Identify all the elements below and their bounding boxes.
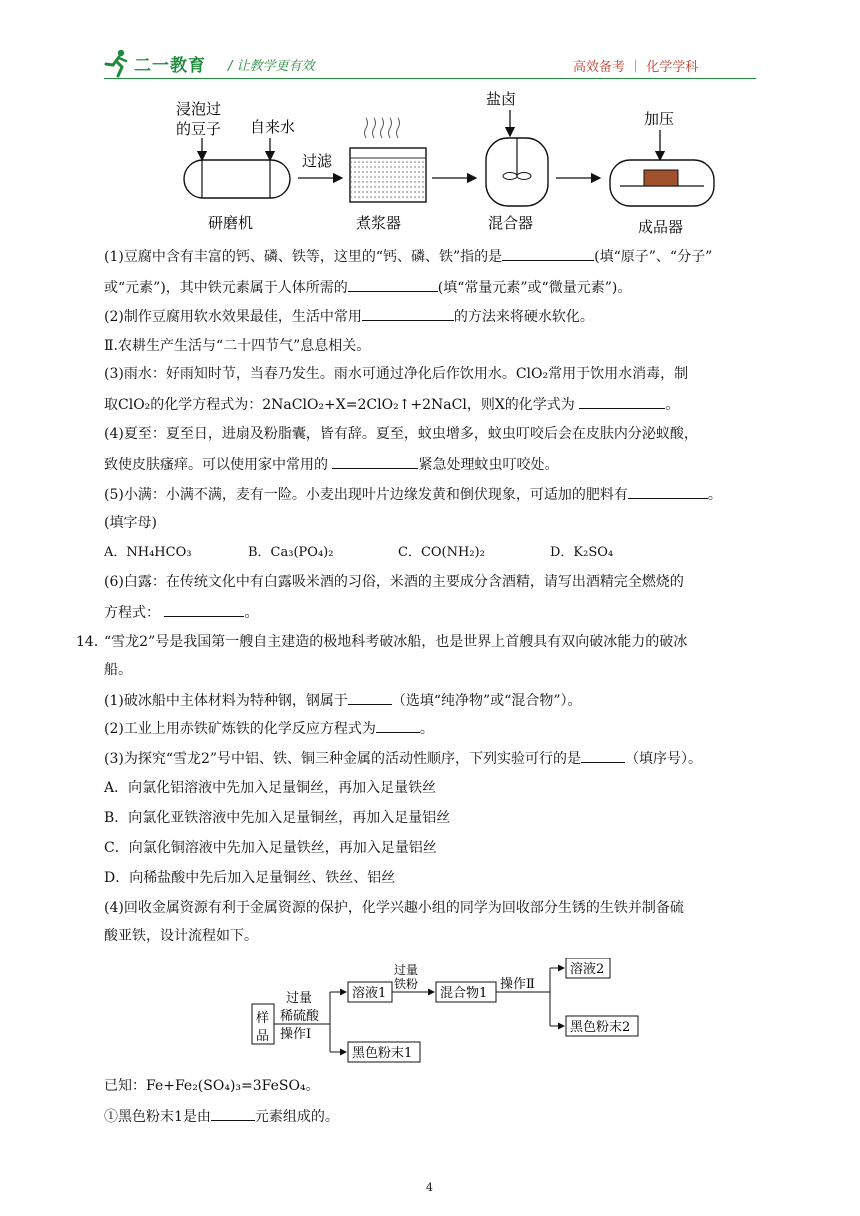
page-header: [0, 0, 860, 90]
q3b-tail: 。: [665, 397, 680, 413]
p3-line: [104, 748, 702, 769]
q14-line-1: “雪龙2”号是我国第一艘自主建造的极地科考破冰船，也是世界上首艘具有双向破冰能力的破冰: [104, 634, 688, 650]
known-equation: 已知：Fe+Fe₂(SO₄)₃=3FeSO₄。: [104, 1078, 320, 1094]
q5a-text: (5)小满：小满不满，麦有一险。小麦出现叶片边缘发黄和倒伏现象，可适加的肥料有: [104, 487, 628, 503]
section-2-title: Ⅱ.农耕生产生活与“二十四节气”息息相关。: [104, 338, 371, 354]
answer-blank[interactable]: [164, 602, 244, 617]
p4-line-2: 酸亚铁，设计流程如下。: [104, 928, 258, 944]
press-label: 加压: [644, 110, 675, 128]
acid-label-2: 稀硫酸: [280, 1009, 320, 1024]
q1b-tail: (填“常量元素”或“微量元素”)。: [437, 280, 632, 296]
mixture1-label: 混合物1: [440, 986, 488, 1001]
grinder-shape: [184, 160, 290, 198]
c1-text: ①黑色粉末1是由: [104, 1109, 211, 1125]
page-number: 4: [426, 1181, 433, 1194]
q4b-text: 致使皮肤瘙痒。可以使用家中常用的: [104, 457, 328, 473]
c1-line: [104, 1106, 339, 1127]
iron-label-2: 铁粉: [394, 977, 419, 991]
brine-label: 盐卤: [486, 90, 517, 108]
q5-line-2: (填字母): [104, 515, 157, 531]
mixer-label: 混合器: [488, 214, 534, 232]
q14-number: 14．: [76, 634, 108, 650]
slogan: / 让教学更有效: [228, 59, 315, 74]
q5-line-1: [104, 484, 722, 505]
boiler-label: 煮浆器: [356, 214, 402, 232]
product-shape: [610, 160, 714, 206]
option-b: B．Ca₃(PO₄)₂: [248, 545, 334, 560]
q3-line-1: (3)雨水：好雨知时节，当春乃发生。雨水可通过净化后作饮用水。ClO₂常用于饮用水消毒，制: [104, 366, 689, 382]
p-option-c: C．向氯化铜溶液中先加入足量铁丝，再加入足量铝丝: [104, 840, 437, 856]
p1-tail: （选填“纯净物”或“混合物”）。: [391, 693, 582, 709]
q4-line-2: [104, 454, 558, 475]
soaked-beans-label-2: 的豆子: [176, 120, 222, 138]
header-divider: [104, 78, 756, 79]
boiler-shape: [350, 118, 426, 202]
answer-blank[interactable]: [376, 718, 420, 733]
tap-water-label: 自来水: [250, 118, 296, 136]
p3-tail: （填序号）。: [625, 751, 703, 767]
q1-line-2: [104, 277, 631, 298]
q2-line: [104, 306, 594, 327]
q2-text: (2)制作豆腐用软水效果最佳，生活中常用: [104, 309, 362, 325]
sample-label-2: 品: [256, 1029, 270, 1044]
p1-line: [104, 690, 581, 711]
q6-line-1: (6)白露：在传统文化中有白露吸米酒的习俗，米酒的主要成分含酒精，请写出酒精完全燃烧的: [104, 574, 684, 590]
answer-blank[interactable]: [211, 1106, 255, 1121]
option-d: D．K₂SO₄: [550, 545, 614, 560]
option-a: A．NH₄HCO₃: [104, 545, 192, 560]
p-option-d: D．向稀盐酸中先后加入足量铜丝、铁丝、铝丝: [104, 870, 396, 886]
p-option-b: B．向氯化亚铁溶液中先加入足量铜丝，再加入足量铝丝: [104, 810, 451, 826]
tofu-process-diagram: [160, 86, 740, 238]
p4-line-1: (4)回收金属资源有利于金属资源的保护，化学兴趣小组的同学为回收部分生锈的生铁并制备硫: [104, 900, 684, 916]
answer-blank[interactable]: [362, 306, 454, 321]
q2-tail: 的方法来将硬水软化。: [453, 309, 594, 325]
q4-line-1: (4)夏至：夏至日，进扇及粉脂囊，皆有辞。夏至，蚊虫增多，蚊虫叮咬后会在皮肤内分泌蚁酸，: [104, 426, 698, 442]
q3b-text: 取ClO₂的化学方程式为：2NaClO₂+X=2ClO₂↑+2NaCl，则X的化学式为: [104, 397, 575, 413]
q5a-tail: 。: [707, 487, 722, 503]
answer-blank[interactable]: [502, 246, 594, 261]
answer-blank[interactable]: [628, 484, 708, 499]
solution1-label: 溶液1: [352, 986, 387, 1001]
q4b-tail: 紧急处理蚊虫叮咬处。: [418, 457, 559, 473]
q14-line-2: 船。: [104, 662, 132, 678]
p-option-a: A．向氯化铝溶液中先加入足量铜丝，再加入足量铁丝: [104, 780, 437, 796]
black1-label: 黑色粉末1: [352, 1046, 413, 1061]
iron-label-1: 过量: [394, 963, 419, 977]
q6-line-2: [104, 602, 258, 623]
answer-blank[interactable]: [579, 394, 665, 409]
product-label: 成品器: [638, 218, 684, 236]
grinder-label: 研磨机: [208, 214, 254, 232]
solution2-label: 溶液2: [570, 962, 605, 977]
answer-blank[interactable]: [348, 277, 438, 292]
q6b-text: 方程式：: [104, 605, 160, 621]
q1-text: (1)豆腐中含有丰富的钙、磷、铁等，这里的“钙、磷、铁”指的是: [104, 249, 503, 265]
answer-blank[interactable]: [348, 690, 392, 705]
c1-tail: 元素组成的。: [254, 1109, 339, 1125]
p3-text: (3)为探究“雪龙2”号中铝、铁、铜三种金属的活动性顺序，下列实验可行的是: [104, 751, 582, 767]
option-c: C．CO(NH₂)₂: [398, 545, 485, 560]
runner-logo-icon: [104, 48, 130, 78]
mixer-shape: [486, 138, 548, 206]
p2-line: [104, 718, 434, 739]
q1-line-1: [104, 246, 712, 267]
p2-text: (2)工业上用赤铁矿炼铁的化学反应方程式为: [104, 721, 376, 737]
op2-label: 操作Ⅱ: [500, 977, 535, 992]
logo-text: 二一教育: [134, 55, 206, 76]
answer-blank[interactable]: [332, 454, 418, 469]
recovery-flow-diagram: [250, 958, 650, 1070]
acid-label-3: 操作Ⅰ: [280, 1027, 312, 1042]
q6b-tail: 。: [244, 605, 259, 621]
q1-tail: (填“原子”、“分子”: [594, 249, 713, 265]
answer-blank[interactable]: [581, 748, 625, 763]
acid-label-1: 过量: [286, 991, 313, 1006]
sample-label-1: 样: [256, 1011, 270, 1026]
soaked-beans-label-1: 浸泡过: [176, 100, 222, 118]
q1b-text: 或“元素”)，其中铁元素属于人体所需的: [104, 280, 348, 296]
logo: [104, 48, 206, 78]
p1-text: (1)破冰船中主体材料为特种钢，钢属于: [104, 693, 348, 709]
subject-label: 高效备考 ｜ 化学学科: [573, 60, 699, 75]
black2-label: 黑色粉末2: [570, 1020, 631, 1035]
q3-line-2: [104, 394, 679, 415]
filter-label: 过滤: [302, 152, 333, 170]
p2-tail: 。: [419, 721, 434, 737]
